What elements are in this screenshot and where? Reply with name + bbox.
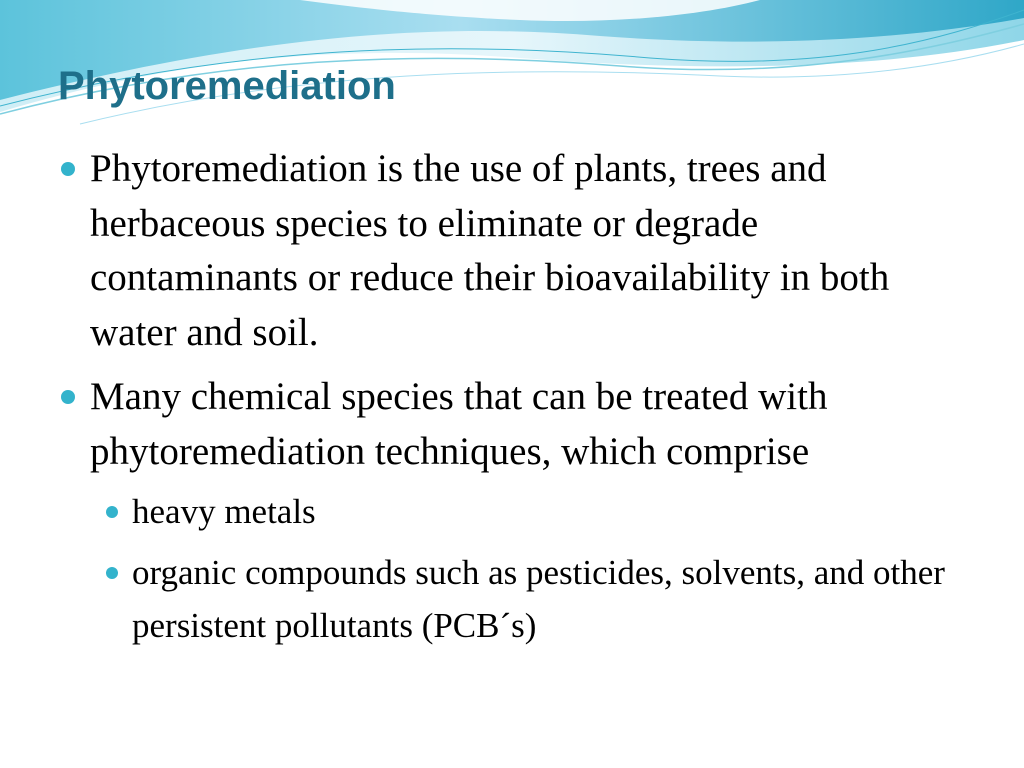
sub-bullet-item (100, 546, 958, 652)
bullet-text: Phytoremediation is the use of plants, trees and herbaceous species to eliminate or degrade contaminants or reduce their bioavailability in both water and soil. (90, 147, 890, 354)
bullet-item (58, 142, 958, 360)
bullet-dot-icon (61, 162, 75, 176)
sub-bullet-list (100, 485, 958, 652)
bullet-dot-icon (61, 390, 75, 404)
slide-title: Phytoremediation (58, 64, 396, 108)
sub-bullet-item (100, 485, 958, 538)
bullet-text: Many chemical species that can be treated with phytoremediation techniques, which comprise (90, 375, 828, 473)
bullet-list (58, 142, 958, 662)
sub-bullet-text: organic compounds such as pesticides, solvents, and other persistent pollutants (PCB´s) (132, 553, 945, 645)
sub-bullet-text: heavy metals (132, 492, 316, 531)
sub-bullet-dot-icon (106, 506, 118, 518)
sub-bullet-dot-icon (106, 567, 118, 579)
bullet-item (58, 370, 958, 652)
